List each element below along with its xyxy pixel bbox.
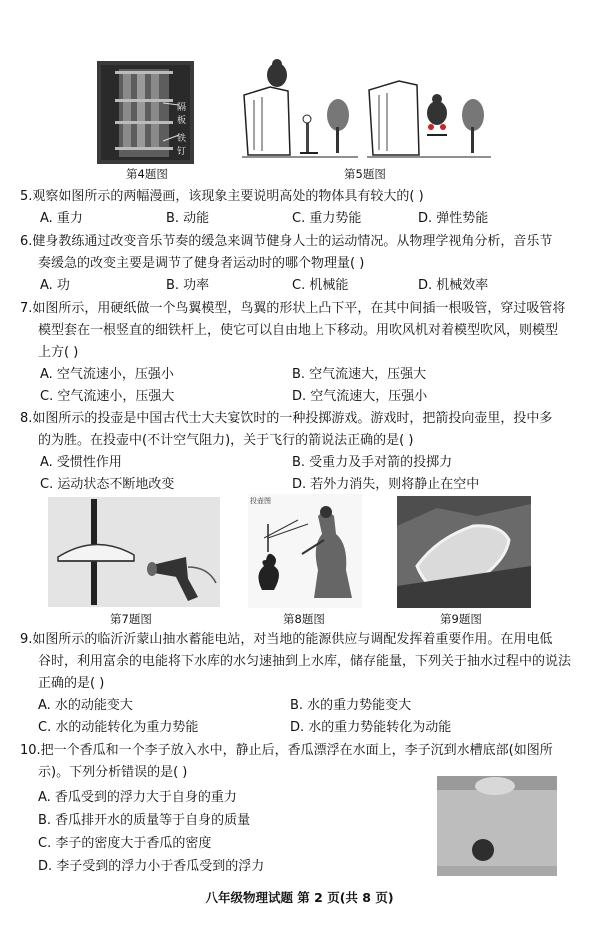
q9-option-a: A. 水的动能变大 (38, 698, 133, 713)
figure-8-caption: 第8题图 (283, 612, 325, 626)
fig4-label-nail: 铁钉 (177, 134, 187, 157)
q8-option-d: D. 若外力消失，则将静止在空中 (292, 477, 480, 492)
q9-option-c: C. 水的动能转化为重力势能 (38, 720, 199, 735)
figure-5-cartoon-left (240, 55, 360, 165)
figure-7-caption: 第7题图 (110, 612, 152, 626)
q9-option-b: B. 水的重力势能变大 (290, 698, 412, 713)
q9-stem-line2: 谷时，利用富余的电能将下水库的水匀速抽到上水库，储存能量，下列关于抽水过程中的说法 (38, 654, 572, 669)
fig8-corner-label: 投壶图 (250, 497, 271, 505)
figure-4-photo (97, 61, 194, 164)
figure-9-caption: 第9题图 (440, 612, 482, 626)
fig4-label-partition: 隔板 (177, 103, 187, 126)
q8-option-c: C. 运动状态不断地改变 (40, 477, 175, 492)
q7-stem-line2: 模型套在一根竖直的细铁杆上，使它可以自由地上下移动。用吹风机对着模型吹风，则模型 (38, 323, 559, 338)
q9-option-d: D. 水的重力势能转化为动能 (290, 720, 452, 735)
figure-5-cartoon-right (367, 55, 492, 165)
page-footer: 八年级物理试题 第 2 页(共 8 页) (205, 890, 394, 905)
q5-option-c: C. 重力势能 (292, 211, 362, 226)
q10-option-a: A. 香瓜受到的浮力大于自身的重力 (38, 790, 237, 805)
q6-stem-line2: 奏缓急的改变主要是调节了健身者运动时的哪个物理量( ) (38, 256, 365, 271)
q6-option-c: C. 机械能 (292, 278, 349, 293)
figure-4-caption: 第4题图 (126, 167, 168, 181)
figure-7-photo (48, 497, 220, 607)
q9-stem-line1: 9.如图所示的临沂沂蒙山抽水蓄能电站，对当地的能源供应与调配发挥着重要作用。在用电低 (20, 632, 553, 647)
q8-option-b: B. 受重力及手对箭的投掷力 (292, 455, 453, 470)
q10-option-b: B. 香瓜排开水的质量等于自身的质量 (38, 813, 251, 828)
q7-option-a: A. 空气流速小，压强小 (40, 367, 174, 382)
q7-option-b: B. 空气流速大，压强大 (292, 367, 427, 382)
q8-option-a: A. 受惯性作用 (40, 455, 122, 470)
q6-stem-line1: 6.健身教练通过改变音乐节奏的缓急来调节健身人士的运动情况。从物理学视角分析，音乐节 (20, 234, 553, 249)
q7-option-c: C. 空气流速小，压强大 (40, 389, 175, 404)
q5-option-a: A. 重力 (40, 211, 83, 226)
figure-8-drawing (248, 494, 362, 608)
q8-stem-line2: 的为胜。在投壶中(不计空气阻力)，关于飞行的箭说法正确的是( ) (38, 433, 414, 448)
q6-option-b: B. 功率 (166, 278, 210, 293)
q7-option-d: D. 空气流速大，压强小 (292, 389, 428, 404)
figure-10-photo (437, 776, 557, 876)
q10-option-c: C. 李子的密度大于香瓜的密度 (38, 836, 212, 851)
figure-9-photo (397, 496, 531, 608)
q6-option-a: A. 功 (40, 278, 70, 293)
q7-stem-line3: 上方( ) (38, 345, 79, 360)
q5-option-d: D. 弹性势能 (418, 211, 489, 226)
q9-stem-line3: 正确的是( ) (38, 676, 105, 691)
q6-option-d: D. 机械效率 (418, 278, 489, 293)
figure-5-caption: 第5题图 (344, 167, 386, 181)
q10-stem-line2: 示)。下列分析错误的是( ) (38, 765, 188, 780)
q7-stem-line1: 7.如图所示，用硬纸做一个鸟翼模型，鸟翼的形状上凸下平，在其中间插一根吸管，穿过吸管将 (20, 301, 566, 316)
q5-option-b: B. 动能 (166, 211, 210, 226)
q8-stem-line1: 8.如图所示的投壶是中国古代士大夫宴饮时的一种投掷游戏。游戏时，把箭投向壶里，投中多 (20, 411, 553, 426)
q5-stem: 5.观察如图所示的两幅漫画，该现象主要说明高处的物体具有较大的( ) (20, 189, 424, 204)
q10-option-d: D. 李子受到的浮力小于香瓜受到的浮力 (38, 859, 265, 874)
q10-stem-line1: 10.把一个香瓜和一个李子放入水中，静止后，香瓜漂浮在水面上，李子沉到水槽底部(如图所 (20, 743, 553, 758)
